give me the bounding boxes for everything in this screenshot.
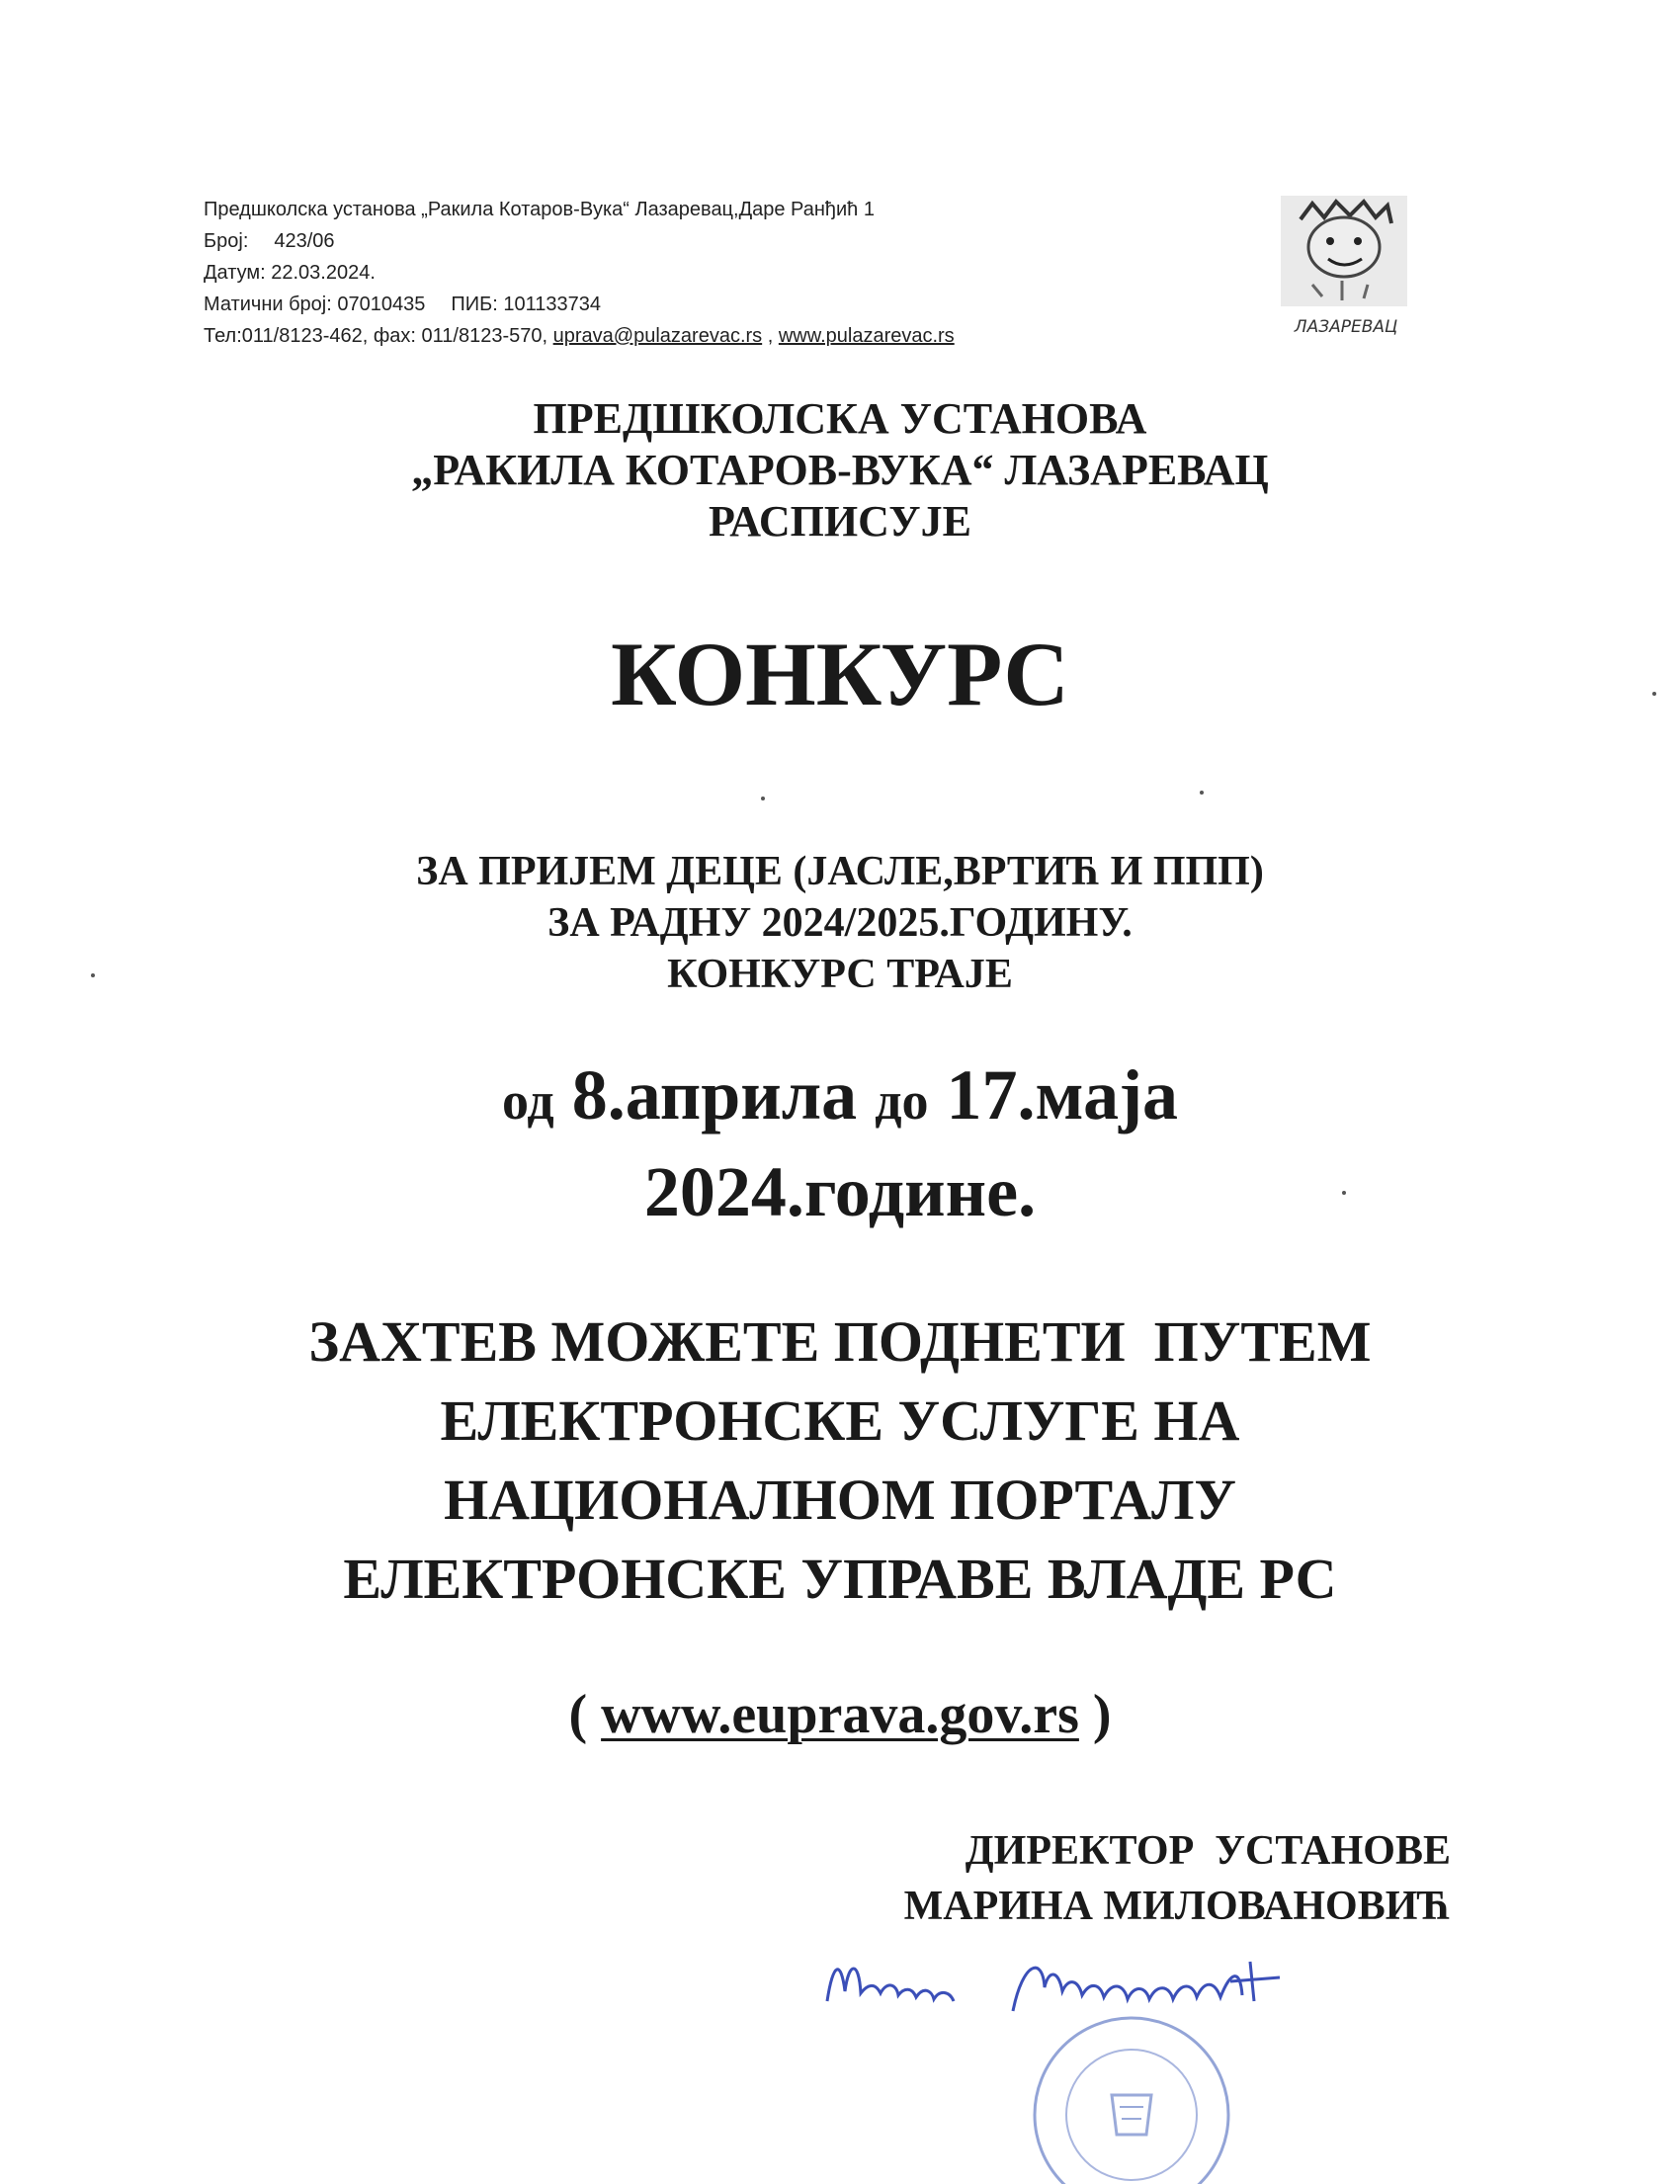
director-title: ДИРЕКТОР УСТАНОВЕ <box>965 1828 1451 1874</box>
registry-line <box>204 289 1172 320</box>
euprava-link[interactable]: www.euprava.gov.rs <box>601 1684 1079 1745</box>
competition-subject <box>0 846 1680 1000</box>
logo-caption: ЛАЗАРЕВАЦ <box>1294 317 1398 337</box>
institution-line-2: „РАКИЛА КОТАРОВ-ВУКА“ ЛАЗАРЕВАЦ <box>411 446 1269 494</box>
official-stamp-icon <box>1003 1996 1260 2184</box>
letterhead <box>204 194 1172 352</box>
contact-line <box>204 320 1172 352</box>
institution-line-1: ПРЕДШКОЛСКА УСТАНОВА <box>533 394 1147 443</box>
portal-url <box>0 1680 1680 1749</box>
scan-speck <box>1200 791 1204 795</box>
request-line-2: ЕЛЕКТРОНСКЕ УСЛУГЕ НА <box>440 1388 1240 1453</box>
subject-line-3: КОНКУРС ТРАЈЕ <box>667 952 1013 997</box>
subject-line-1: ЗА ПРИЈЕМ ДЕЦЕ (ЈАСЛЕ,ВРТИЋ И ППП) <box>416 849 1264 894</box>
institution-line-3: РАСПИСУЈЕ <box>709 497 971 546</box>
scan-speck <box>761 797 765 800</box>
paren-open: ( <box>568 1684 588 1745</box>
date-range <box>0 1050 1680 1146</box>
director-name: МАРИНА МИЛОВАНОВИЋ <box>903 1884 1451 1929</box>
to-word: до <box>875 1071 929 1131</box>
scan-speck <box>1342 1191 1346 1195</box>
paren-close: ) <box>1092 1684 1112 1745</box>
from-date: 8.априла <box>571 1055 858 1134</box>
to-date: 17.маја <box>946 1055 1179 1134</box>
document-date: Датум: 22.03.2024. <box>204 262 376 284</box>
institution-heading <box>0 393 1680 547</box>
scan-speck <box>1652 692 1656 696</box>
number-label: Број: <box>204 230 249 252</box>
page-title: КОНКУРС <box>611 624 1069 724</box>
number-value: 423/06 <box>274 230 335 252</box>
registry-number: Матични број: 07010435 <box>204 294 426 315</box>
phone-fax: Тел:011/8123-462, фах: 011/8123-570, <box>204 325 548 347</box>
institution-address: Предшколска установа „Ракила Котаров-Вука“ Лазаревац,Даре Ранђић 1 <box>204 199 875 220</box>
scan-speck <box>91 973 95 977</box>
document-number <box>204 225 1172 257</box>
from-word: од <box>501 1071 554 1131</box>
application-instructions <box>0 1302 1680 1619</box>
website-link[interactable]: www.pulazarevac.rs <box>778 325 955 347</box>
contact-separator: , <box>767 325 774 347</box>
date-year: 2024.године. <box>643 1152 1037 1231</box>
kindergarten-logo-icon <box>1273 190 1421 338</box>
director-block <box>791 1823 1451 1934</box>
request-line-4: ЕЛЕКТРОНСКЕ УПРАВЕ ВЛАДЕ РС <box>343 1547 1337 1611</box>
subject-line-2: ЗА РАДНУ 2024/2025.ГОДИНУ. <box>547 900 1133 946</box>
email-link[interactable]: uprava@pulazarevac.rs <box>552 325 763 347</box>
request-line-1: ЗАХТЕВ МОЖЕТЕ ПОДНЕТИ ПУТЕМ <box>308 1309 1372 1374</box>
request-line-3: НАЦИОНАЛНОМ ПОРТАЛУ <box>444 1468 1236 1532</box>
tax-id: ПИБ: 101133734 <box>451 294 601 315</box>
competition-dates <box>0 1050 1680 1237</box>
